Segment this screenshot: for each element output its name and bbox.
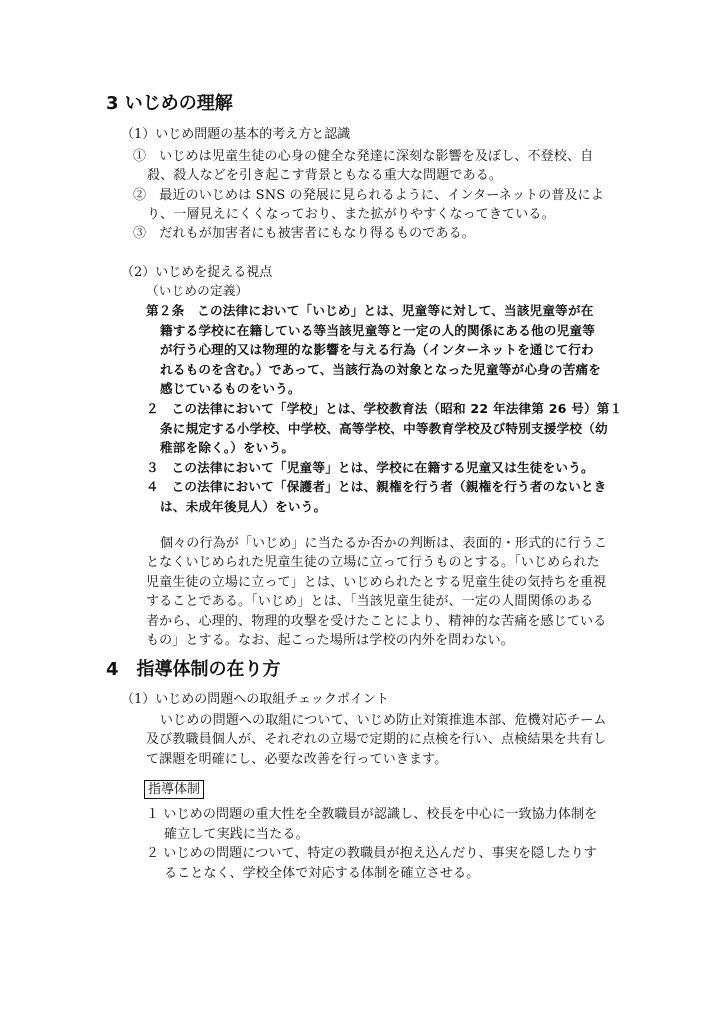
- list-item-line: ることなく、学校全体で対応する体制を確立させる。: [164, 866, 480, 881]
- list-item-line: ① いじめは児童生徒の心身の健全な発達に深刻な影響を及ぼし、不登校、自: [133, 149, 594, 164]
- list-item-line: り、一層見えにくくなっており、また拡がりやすくなってきている。: [147, 207, 555, 222]
- article-line: ３ この法律において「児童等」とは、学校に在籍する児童又は生徒をいう。: [146, 460, 594, 475]
- paragraph-line: 者から、心理的、物理的攻撃を受けたことにより、精神的な苦痛を感じている: [146, 614, 607, 629]
- list-item-line: ２ いじめの問題について、特定の教職員が抱え込んだり、事実を隠したりす: [146, 846, 597, 861]
- list-item-line: １ いじめの問題の重大性を全教職員が認識し、校長を中心に一致協力体制を: [146, 807, 598, 822]
- article-line: ４ この法律において「保護者」とは、親権を行う者（親権を行う者のないとき: [146, 479, 607, 494]
- list-item-line: 殺、殺人などを引き起こす背景ともなる重大な問題である。: [147, 168, 503, 183]
- paragraph-line: 児童生徒の立場に立って」とは、いじめられたとする児童生徒の気持ちを重視: [146, 575, 607, 590]
- framework-label-box: 指導体制: [144, 780, 204, 799]
- article-line: 籍する学校に在籍している等当該児童等と一定の人的関係にある他の児童等: [160, 323, 595, 338]
- paragraph-line: て課題を明確にし、必要な改善を行っていきます。: [146, 752, 448, 767]
- list-item-line: ③ だれもが加害者にも被害者にもなり得るものである。: [133, 226, 475, 241]
- list-item-line: ② 最近のいじめは SNS の発展に見られるように、インターネットの普及によ: [133, 188, 604, 203]
- article-line: が行う心理的又は物理的な影響を与える行為（インターネットを通じて行わ: [160, 342, 594, 357]
- article-line: 条に規定する小学校、中学校、高等学校、中等教育学校及び特別支援学校（幼: [160, 421, 608, 436]
- article-line: 第２条 この法律において「いじめ」とは、児童等に対して、当該児童等が在: [146, 303, 594, 318]
- list-item-line: 確立して実践に当たる。: [164, 827, 309, 842]
- paragraph-line: 及び教職員個人が、それぞれの立場で定期的に点検を行い、点検結果を共有し: [146, 732, 607, 747]
- article-line: は、未成年後見人）をいう。: [160, 499, 327, 514]
- article-line: れるものを含む。）であって、当該行為の対象となった児童等が心身の苦痛を: [160, 362, 602, 377]
- article-line: 感じているものをいう。: [160, 381, 301, 396]
- section3-heading: 3 いじめの理解: [106, 93, 233, 114]
- paragraph-line: 個々の行為が「いじめ」に当たるか否かの判断は、表面的・形式的に行うこ: [160, 536, 608, 551]
- paragraph-line: となくいじめられた児童生徒の立場に立って行うものとする。「いじめられた: [146, 555, 600, 570]
- definition-title: （いじめの定義）: [146, 283, 249, 298]
- section4-sub1-title: （1）いじめの問題への取組チェックポイント: [121, 692, 389, 707]
- paragraph-line: もの」とする。なお、起こった場所は学校の内外を問わない。: [146, 633, 514, 648]
- paragraph-line: いじめの問題への取組について、いじめ防止対策推進本部、危機対応チーム: [160, 713, 607, 728]
- article-line: ２ この法律において「学校」とは、学校教育法（昭和 22 年法律第 26 号）第１: [146, 401, 623, 416]
- article-line: 稚部を除く。）をいう。: [160, 440, 295, 455]
- section3-sub1-title: （1）いじめ問題の基本的考え方と認識: [121, 127, 351, 142]
- section3-sub2-title: （2）いじめを捉える視点: [121, 265, 273, 280]
- paragraph-line: することである。「いじめ」とは、「当該児童生徒が、一定の人間関係のある: [146, 594, 594, 609]
- section4-heading: 4 指導体制の在り方: [106, 659, 281, 680]
